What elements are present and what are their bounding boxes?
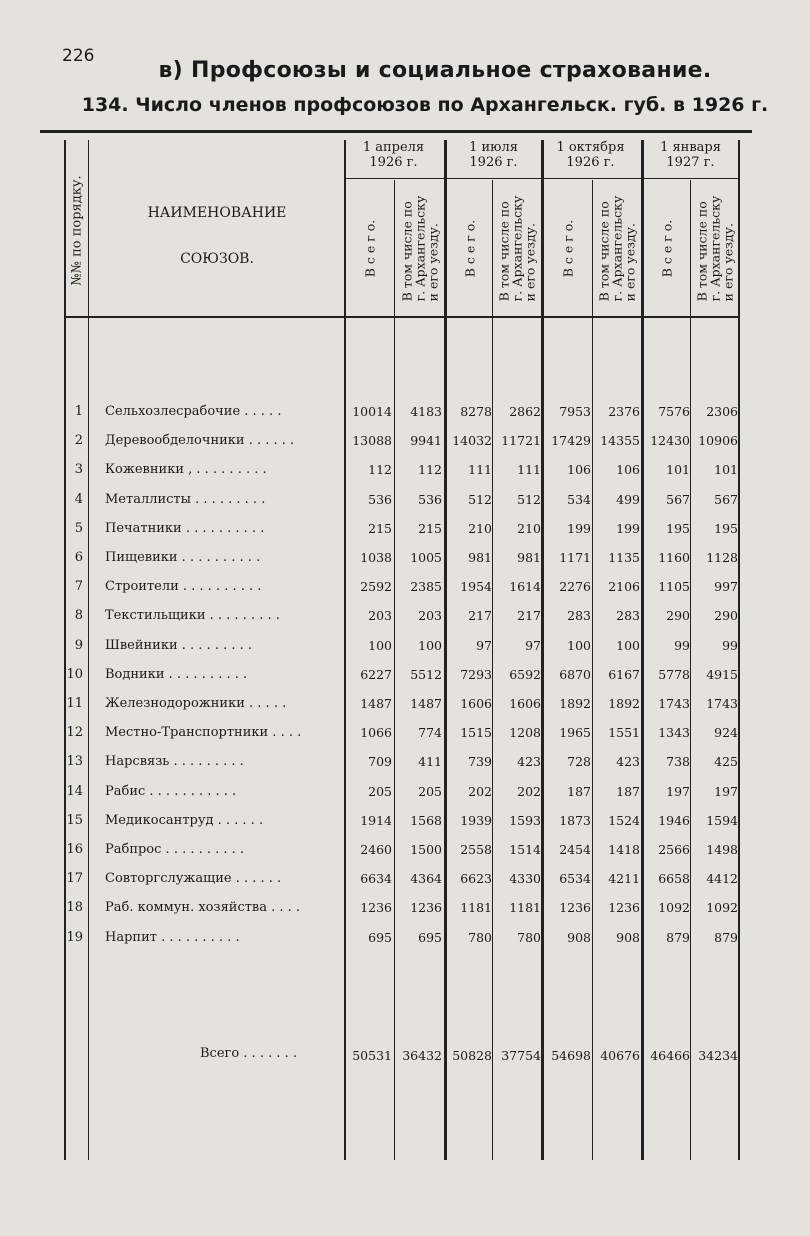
- cell-value: 567: [666, 491, 690, 507]
- period-header: 1 апреля 1926 г.: [362, 140, 425, 170]
- cell-value: 879: [714, 929, 738, 945]
- cell-value: 2385: [410, 579, 442, 595]
- cell-value: 695: [418, 929, 442, 945]
- cell-value: 10906: [698, 433, 738, 449]
- cell-value: 981: [517, 550, 541, 565]
- cell-value: 5778: [658, 666, 690, 682]
- period-header: 1 октября 1926 г.: [556, 140, 625, 170]
- cell-value: 695: [368, 929, 392, 945]
- union-name: Деревообделочники . . . . . .: [105, 433, 295, 449]
- row-number: 18: [66, 900, 83, 916]
- cell-value: 290: [666, 608, 690, 624]
- cell-value: 2276: [559, 579, 591, 595]
- cell-value: 1128: [706, 550, 738, 565]
- cell-value: 1236: [360, 900, 392, 916]
- table-row: [64, 923, 754, 952]
- cell-value: 4364: [410, 871, 442, 887]
- cell-value: 12430: [650, 433, 690, 449]
- union-name: Текстильщики . . . . . . . . .: [105, 608, 280, 624]
- period-header: 1 июля 1926 г.: [469, 140, 518, 170]
- table-row: [64, 864, 754, 893]
- cell-value: 9941: [410, 433, 442, 449]
- row-number: 17: [66, 871, 83, 887]
- cell-value: 5512: [410, 666, 442, 682]
- cell-value: 11721: [501, 433, 541, 449]
- cell-value: 215: [368, 520, 392, 536]
- table-row: [64, 660, 754, 689]
- row-number: 14: [66, 783, 83, 799]
- cell-value: 101: [666, 462, 690, 478]
- cell-value: 217: [517, 608, 541, 624]
- cell-value: 1236: [559, 900, 591, 916]
- cell-value: 106: [567, 462, 591, 478]
- header-number-col: №№ по порядку.: [69, 174, 85, 286]
- header-rule: [64, 316, 740, 318]
- row-number: 16: [66, 842, 83, 857]
- cell-value: 199: [616, 520, 640, 536]
- cell-value: 1135: [608, 550, 640, 565]
- cell-value: 2862: [509, 404, 541, 419]
- subheader-city: В том числе по г. Архангельску и его уезду.: [399, 195, 441, 301]
- union-name: Нарпит . . . . . . . . . .: [105, 929, 240, 945]
- cell-value: 13088: [352, 433, 392, 449]
- total-value: 36432: [402, 1048, 442, 1063]
- subheader-total: В с е г о.: [560, 219, 576, 277]
- cell-value: 202: [468, 783, 492, 799]
- cell-value: 423: [517, 754, 541, 770]
- cell-value: 1105: [658, 579, 690, 595]
- cell-value: 411: [418, 754, 442, 770]
- cell-value: 100: [567, 637, 591, 653]
- cell-value: 1743: [706, 696, 738, 711]
- cell-value: 197: [666, 783, 690, 799]
- cell-value: 1500: [410, 842, 442, 857]
- subheader-city: В том числе по г. Архангельску и его уезду.: [596, 195, 638, 301]
- subheader-city: В том числе по г. Архангельску и его уезду.: [694, 195, 736, 301]
- cell-value: 6534: [559, 871, 591, 887]
- row-number: 7: [74, 579, 83, 595]
- union-name: Кожевники , . . . . . . . . .: [105, 462, 267, 478]
- cell-value: 1892: [608, 696, 640, 711]
- cell-value: 1236: [410, 900, 442, 916]
- cell-value: 774: [418, 725, 442, 741]
- cell-value: 100: [418, 637, 442, 653]
- cell-value: 512: [517, 491, 541, 507]
- cell-value: 7293: [460, 666, 492, 682]
- cell-value: 197: [714, 783, 738, 799]
- cell-value: 205: [418, 783, 442, 799]
- table-row: [64, 397, 754, 426]
- table-row: [64, 893, 754, 922]
- total-value: 34234: [698, 1048, 738, 1063]
- cell-value: 202: [517, 783, 541, 799]
- cell-value: 425: [714, 754, 738, 770]
- total-value: 37754: [501, 1048, 541, 1063]
- cell-value: 217: [468, 608, 492, 624]
- row-number: 13: [66, 754, 83, 770]
- cell-value: 112: [368, 462, 392, 478]
- cell-value: 780: [468, 929, 492, 945]
- cell-value: 1515: [460, 725, 492, 741]
- cell-value: 1946: [658, 812, 690, 828]
- total-value: 40676: [600, 1048, 640, 1063]
- table-row: [64, 835, 754, 864]
- cell-value: 1181: [509, 900, 541, 916]
- cell-value: 2376: [608, 404, 640, 419]
- cell-value: 203: [368, 608, 392, 624]
- cell-value: 709: [368, 754, 392, 770]
- cell-value: 908: [616, 929, 640, 945]
- cell-value: 1418: [608, 842, 640, 857]
- cell-value: 17429: [551, 433, 591, 449]
- table-row: [64, 543, 754, 572]
- cell-value: 1092: [706, 900, 738, 916]
- union-name: Железнодорожники . . . . .: [105, 696, 287, 711]
- table-row: [64, 601, 754, 630]
- cell-value: 6227: [360, 666, 392, 682]
- union-name: Пищевики . . . . . . . . . .: [105, 550, 261, 565]
- period-header: 1 января 1927 г.: [660, 140, 721, 170]
- cell-value: 100: [368, 637, 392, 653]
- table-row: [64, 689, 754, 718]
- union-name: Совторгслужащие . . . . . .: [105, 871, 282, 887]
- cell-value: 981: [468, 550, 492, 565]
- header-name-line2: СОЮЗОВ.: [180, 251, 254, 267]
- row-number: 15: [66, 812, 83, 828]
- cell-value: 1939: [460, 812, 492, 828]
- cell-value: 106: [616, 462, 640, 478]
- cell-value: 2454: [559, 842, 591, 857]
- cell-value: 215: [418, 520, 442, 536]
- subheader-total: В с е г о.: [362, 219, 378, 277]
- union-name: Сельхозлесрабочие . . . . .: [105, 404, 282, 419]
- cell-value: 4183: [410, 404, 442, 419]
- cell-value: 283: [616, 608, 640, 624]
- table-row: [64, 485, 754, 514]
- union-name: Швейники . . . . . . . . .: [105, 637, 253, 653]
- cell-value: 111: [517, 462, 541, 478]
- row-number: 12: [66, 725, 83, 741]
- cell-value: 738: [666, 754, 690, 770]
- cell-value: 1873: [559, 812, 591, 828]
- total-value: 50828: [452, 1048, 492, 1063]
- cell-value: 1066: [360, 725, 392, 741]
- cell-value: 1568: [410, 812, 442, 828]
- cell-value: 4915: [706, 666, 738, 682]
- cell-value: 2592: [360, 579, 392, 595]
- cell-value: 536: [368, 491, 392, 507]
- cell-value: 203: [418, 608, 442, 624]
- cell-value: 534: [567, 491, 591, 507]
- cell-value: 6870: [559, 666, 591, 682]
- cell-value: 4330: [509, 871, 541, 887]
- cell-value: 187: [567, 783, 591, 799]
- cell-value: 1092: [658, 900, 690, 916]
- table-title: 134. Число членов профсоюзов по Архангельск. губ. в 1926 г.: [81, 94, 769, 116]
- cell-value: 1236: [608, 900, 640, 916]
- cell-value: 1892: [559, 696, 591, 711]
- cell-value: 97: [525, 637, 541, 653]
- cell-value: 1606: [509, 696, 541, 711]
- cell-value: 101: [714, 462, 738, 478]
- cell-value: 7953: [559, 404, 591, 419]
- cell-value: 423: [616, 754, 640, 770]
- total-value: 46466: [650, 1048, 690, 1063]
- row-number: 9: [74, 637, 83, 653]
- table-row: [64, 572, 754, 601]
- cell-value: 2106: [608, 579, 640, 595]
- cell-value: 512: [468, 491, 492, 507]
- row-number: 3: [74, 462, 83, 478]
- cell-value: 1498: [706, 842, 738, 857]
- row-number: 10: [66, 666, 83, 682]
- cell-value: 1594: [706, 812, 738, 828]
- cell-value: 290: [714, 608, 738, 624]
- cell-value: 1171: [559, 550, 591, 565]
- cell-value: 195: [666, 520, 690, 536]
- total-value: 54698: [551, 1048, 591, 1063]
- cell-value: 780: [517, 929, 541, 945]
- cell-value: 997: [714, 579, 738, 595]
- row-number: 1: [74, 404, 83, 419]
- cell-value: 199: [567, 520, 591, 536]
- union-name: Раб. коммун. хозяйства . . . .: [105, 900, 301, 916]
- section-title: в) Профсоюзы и социальное страхование.: [158, 58, 712, 83]
- cell-value: 6167: [608, 666, 640, 682]
- cell-value: 6658: [658, 871, 690, 887]
- cell-value: 1487: [410, 696, 442, 711]
- cell-value: 1743: [658, 696, 690, 711]
- cell-value: 112: [418, 462, 442, 478]
- subheader-city: В том числе по г. Архангельску и его уезду.: [496, 195, 538, 301]
- cell-value: 111: [468, 462, 492, 478]
- cell-value: 536: [418, 491, 442, 507]
- subheader-total: В с е г о.: [462, 219, 477, 277]
- cell-value: 8278: [460, 404, 492, 419]
- cell-value: 567: [714, 491, 738, 507]
- cell-value: 14355: [600, 433, 640, 449]
- union-name: Строители . . . . . . . . . .: [105, 579, 262, 595]
- cell-value: 1487: [360, 696, 392, 711]
- cell-value: 6634: [360, 871, 392, 887]
- union-name: Нарсвязь . . . . . . . . .: [105, 754, 244, 770]
- union-name: Металлисты . . . . . . . . .: [105, 491, 266, 507]
- table-row: [64, 631, 754, 660]
- cell-value: 1343: [658, 725, 690, 741]
- cell-value: 7576: [658, 404, 690, 419]
- cell-value: 4412: [706, 871, 738, 887]
- total-value: 50531: [352, 1048, 392, 1063]
- union-name: Печатники . . . . . . . . . .: [105, 520, 265, 536]
- cell-value: 283: [567, 608, 591, 624]
- subheader-total: В с е г о.: [659, 219, 675, 277]
- cell-value: 99: [722, 637, 738, 653]
- cell-value: 908: [567, 929, 591, 945]
- row-number: 11: [66, 696, 83, 711]
- cell-value: 1593: [509, 812, 541, 828]
- cell-value: 99: [674, 637, 690, 653]
- cell-value: 100: [616, 637, 640, 653]
- table-row: [64, 426, 754, 455]
- row-number: 8: [74, 608, 83, 624]
- cell-value: 6623: [460, 871, 492, 887]
- cell-value: 1614: [509, 579, 541, 595]
- table-row: [64, 718, 754, 747]
- cell-value: 14032: [452, 433, 492, 449]
- cell-value: 210: [468, 520, 492, 536]
- union-name: Рабпрос . . . . . . . . . .: [105, 842, 245, 857]
- cell-value: 1954: [460, 579, 492, 595]
- cell-value: 6592: [509, 666, 541, 682]
- cell-value: 2558: [460, 842, 492, 857]
- cell-value: 924: [714, 725, 738, 741]
- cell-value: 1514: [509, 842, 541, 857]
- table-row: [64, 455, 754, 484]
- cell-value: 205: [368, 783, 392, 799]
- cell-value: 1914: [360, 812, 392, 828]
- cell-value: 728: [567, 754, 591, 770]
- cell-value: 210: [517, 520, 541, 536]
- cell-value: 10014: [352, 404, 392, 419]
- table-row: [64, 777, 754, 806]
- cell-value: 187: [616, 783, 640, 799]
- table-row: [64, 514, 754, 543]
- cell-value: 1181: [460, 900, 492, 916]
- cell-value: 499: [616, 491, 640, 507]
- cell-value: 2460: [360, 842, 392, 857]
- union-name: Медикосантруд . . . . . .: [105, 812, 264, 828]
- row-number: 5: [74, 520, 83, 536]
- cell-value: 879: [666, 929, 690, 945]
- table-row: [64, 747, 754, 776]
- top-rule: [40, 130, 752, 133]
- row-number: 19: [66, 929, 83, 945]
- cell-value: 1606: [460, 696, 492, 711]
- cell-value: 195: [714, 520, 738, 536]
- row-number: 4: [74, 491, 83, 507]
- total-label: Всего . . . . . . .: [200, 1046, 298, 1061]
- cell-value: 1038: [360, 550, 392, 565]
- cell-value: 1208: [509, 725, 541, 741]
- cell-value: 2306: [706, 404, 738, 419]
- union-name: Рабис . . . . . . . . . . .: [105, 783, 237, 799]
- cell-value: 1524: [608, 812, 640, 828]
- cell-value: 2566: [658, 842, 690, 857]
- cell-value: 1551: [608, 725, 640, 741]
- union-name: Местно-Транспортники . . . .: [105, 725, 302, 741]
- union-name: Водники . . . . . . . . . .: [105, 666, 248, 682]
- cell-value: 4211: [608, 871, 640, 887]
- page-number: 226: [62, 46, 95, 66]
- cell-value: 739: [468, 754, 492, 770]
- header-name-line1: НАИМЕНОВАНИЕ: [147, 205, 287, 221]
- row-number: 6: [74, 550, 83, 565]
- header-name-col: [92, 190, 342, 282]
- cell-value: 97: [476, 637, 492, 653]
- cell-value: 1005: [410, 550, 442, 565]
- table-row: [64, 806, 754, 835]
- cell-value: 1160: [658, 550, 690, 565]
- cell-value: 1965: [559, 725, 591, 741]
- row-number: 2: [74, 433, 83, 449]
